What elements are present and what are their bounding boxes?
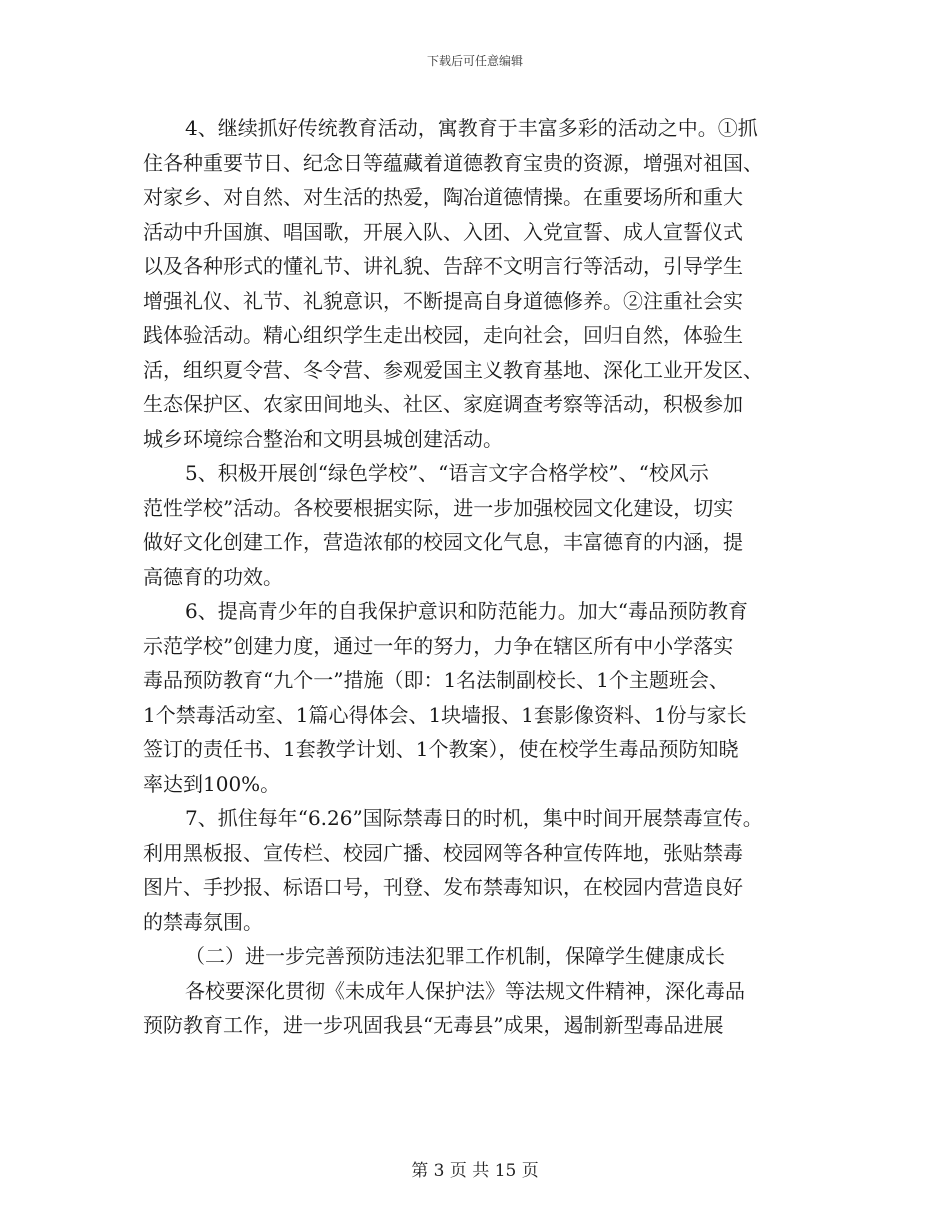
text-line: （二）进一步完善预防违法犯罪工作机制，保障学生健康成长 [185, 944, 725, 968]
text-line: 预防教育工作，进一步巩固我县“无毒县”成果，遏制新型毒品进展 [143, 1013, 724, 1037]
text-line: 6、提高青少年的自我保护意识和防范能力。加大“毒品预防教育 [185, 599, 748, 623]
page-header: 下载后可任意编辑 [426, 54, 523, 68]
text-line: 以及各种形式的懂礼节、讲礼貌、告辞不文明言行等活动，引导学生 [143, 254, 743, 278]
text-line: 城乡环境综合整治和文明县城创建活动。 [143, 426, 503, 451]
text-line: 4、继续抓好传统教育活动，寓教育于丰富多彩的活动之中。①抓 [185, 116, 758, 140]
text-line: 7、抓住每年“6.26”国际禁毒日的时机，集中时间开展禁毒宣传。 [185, 806, 763, 830]
document-body [143, 111, 843, 1043]
text-line: 范性学校”活动。各校要根据实际，进一步加强校园文化建设，切实 [143, 495, 734, 520]
text-line: 生态保护区、农家田间地头、社区、家庭调查考察等活动，积极参加 [143, 392, 743, 416]
text-line: 活动中升国旗、唱国歌，开展入队、入团、入党宣誓、成人宣誓仪式 [143, 219, 743, 244]
text-line: 5、积极开展创“绿色学校”、“语言文字合格学校”、“校风示 [185, 461, 709, 485]
text-line: 的禁毒氛围。 [143, 909, 263, 934]
text-line: 1个禁毒活动室、1篇心得体会、1块墙报、1套影像资料、1份与家长 [143, 702, 747, 727]
text-line: 做好文化创建工作，营造浓郁的校园文化气息，丰富德育的内涵，提 [143, 530, 743, 554]
text-line: 践体验活动。精心组织学生走出校园，走向社会，回归自然，体验生 [143, 323, 743, 347]
text-line: 各校要深化贯彻《未成年人保护法》等法规文件精神，深化毒品 [185, 978, 745, 1003]
text-line: 率达到100%。 [143, 771, 281, 796]
text-line: 高德育的功效。 [143, 564, 283, 589]
text-line: 增强礼仪、礼节、礼貌意识，不断提高自身道德修养。②注重社会实 [143, 288, 743, 313]
text-line: 签订的责任书、1套教学计划、1个教案），使在校学生毒品预防知晓 [143, 737, 739, 761]
text-line: 住各种重要节日、纪念日等蕴藏着道德教育宝贵的资源，增强对祖国、 [143, 150, 763, 175]
page-number-footer: 第 3 页 共 15 页 [411, 1161, 539, 1181]
text-line: 毒品预防教育“九个一”措施（即：1名法制副校长、1个主题班会、 [143, 668, 729, 692]
text-line: 对家乡、对自然、对生活的热爱，陶冶道德情操。在重要场所和重大 [143, 185, 743, 209]
text-line: 活，组织夏令营、冬令营、参观爱国主义教育基地、深化工业开发区、 [143, 357, 763, 382]
text-line: 示范学校”创建力度，通过一年的努力，力争在辖区所有中小学落实 [143, 633, 734, 658]
text-line: 利用黑板报、宣传栏、校园广播、校园网等各种宣传阵地，张贴禁毒 [143, 840, 743, 865]
text-line: 图片、手抄报、标语口号，刊登、发布禁毒知识，在校园内营造良好 [143, 875, 743, 899]
